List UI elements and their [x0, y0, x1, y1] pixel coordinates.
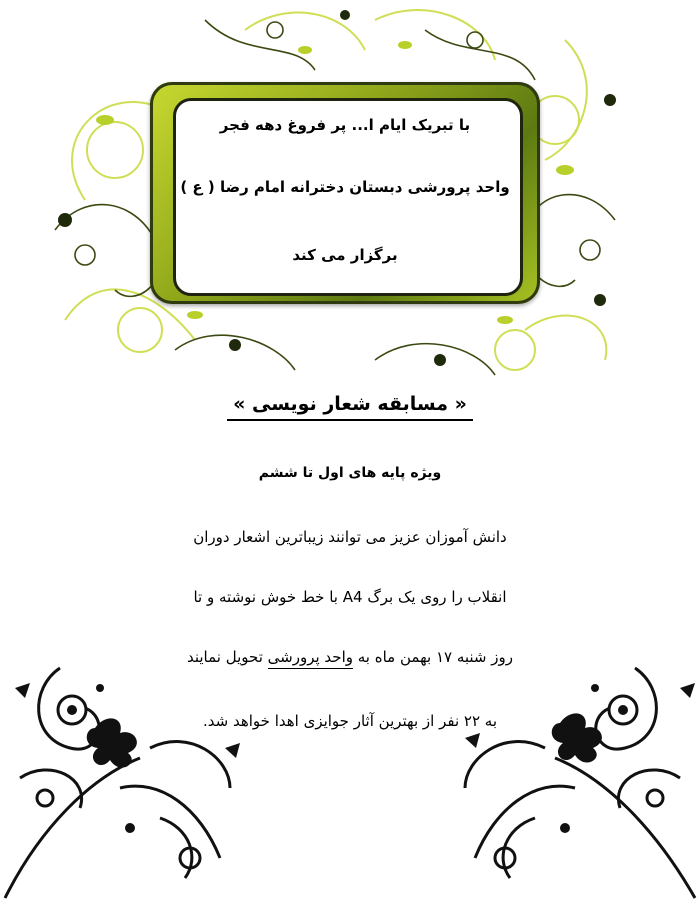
butterfly-swirl-ornament-left	[0, 628, 250, 908]
grade-subtitle: ویژه پایه های اول تا ششم	[258, 465, 442, 481]
body-line-4: به ۲۲ نفر از بهترین آثار جوایزی اهدا خواهد شد.	[202, 712, 498, 730]
butterfly-swirl-ornament-right	[445, 628, 700, 908]
body-line-3-part2: تحویل نمایند	[186, 648, 268, 666]
body-line-3-underlined: واحد پرورشی	[268, 648, 353, 669]
frame-line-3: برگزار می کند	[292, 246, 398, 264]
frame-line-2: واحد پرورشی دبستان دخترانه امام رضا ( ع )	[180, 178, 510, 196]
body-line-1: دانش آموزان عزیز می توانند زیباترین اشعار دوران	[193, 528, 507, 546]
body-line-3-part1: روز شنبه ۱۷ بهمن ماه به	[353, 648, 513, 666]
contest-title-text: « مسابقه شعار نویسی »	[227, 393, 473, 421]
frame-line-1: با تبریک ایام ا... پر فروغ دهه فجر	[219, 116, 471, 134]
contest-title	[0, 393, 700, 415]
body-line-2: انقلاب را روی یک برگ A4 با خط خوش نوشته و تا	[193, 588, 507, 606]
